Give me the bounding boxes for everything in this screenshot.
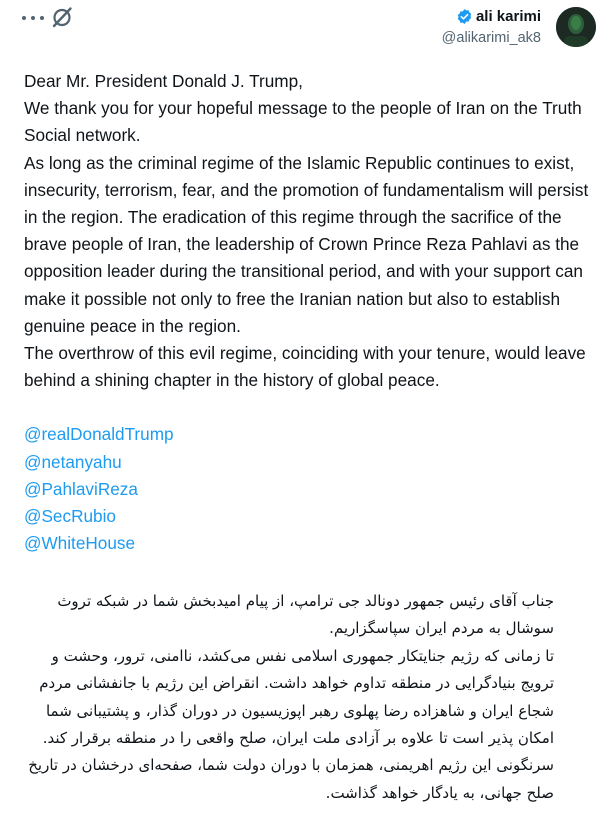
mention-link[interactable]: @PahlaviReza <box>24 478 138 499</box>
tweet-header <box>0 0 613 60</box>
mention-link[interactable]: @WhiteHouse <box>24 533 136 554</box>
mention-link[interactable]: @netanyahu <box>24 451 122 472</box>
paragraph: We thank you for your hopeful message to the people of Iran on the Truth Social network. <box>24 98 582 146</box>
tweet-text-persian <box>24 588 554 807</box>
verified-badge-icon <box>456 8 473 25</box>
paragraph: جناب آقای رئیس جمهور دونالد جی ترامپ، از پیام امیدبخش شما در شبکه تروث سوشال به مردم ایران سپاسگزاریم. <box>57 592 554 638</box>
paragraph: As long as the criminal regime of the Islamic Republic continues to exist, insecurity, terrorism, fear, and the promotion of fundamentalism will persist in the region. The eradication of this regime through the sacrifice of the brave people of Iran, the leadership of Crown Prince Reza Pahlavi as the opposition leader during the transitional period, and with your support can make it possible not only to free the Iranian nation but also to establish genuine peace in the region. <box>24 152 589 336</box>
mention-link[interactable]: @realDonaldTrump <box>24 424 174 445</box>
dot <box>40 16 44 20</box>
grok-icon[interactable] <box>50 5 74 29</box>
avatar[interactable] <box>556 7 596 47</box>
mention-list <box>24 421 599 557</box>
paragraph: The overthrow of this evil regime, coinciding with your tenure, would leave behind a shining chapter in the history of global peace. <box>24 343 586 391</box>
author-name-row <box>442 6 541 26</box>
more-options-icon[interactable] <box>22 8 44 28</box>
spacer <box>24 394 599 421</box>
dot <box>22 16 26 20</box>
author-display-name[interactable]: ali karimi <box>475 7 541 25</box>
avatar-image <box>556 7 596 47</box>
paragraph: سرنگونی این رژیم اهریمنی، همزمان با دوران دولت شما، صفحه‌ای درخشان در تاریخ صلح جهانی، به یادگار خواهد گذاشت. <box>28 756 554 802</box>
salutation: Dear Mr. President Donald J. Trump, <box>24 71 303 91</box>
mention-link[interactable]: @SecRubio <box>24 506 116 527</box>
author-info <box>442 6 541 46</box>
dot <box>31 16 35 20</box>
tweet-text-english <box>24 68 599 557</box>
author-handle[interactable]: @alikarimi_ak8 <box>441 30 541 46</box>
paragraph: تا زمانی که رژیم جنایتکار جمهوری اسلامی نفس می‌کشد، ناامنی، ترور، وحشت و ترویج بنیادگرایی در منطقه تداوم خواهد داشت. انقراض این رژیم با جانفشانی مردم شجاع ایران و شاهزاده رضا پهلوی رهبر اپوزیسیون در دوران گذار، و پشتیبانی شما امکان پذیر است تا علاوه بر آزادی ملت ایران، صلح واقعی را در منطقه برقرار کند. <box>39 646 554 748</box>
